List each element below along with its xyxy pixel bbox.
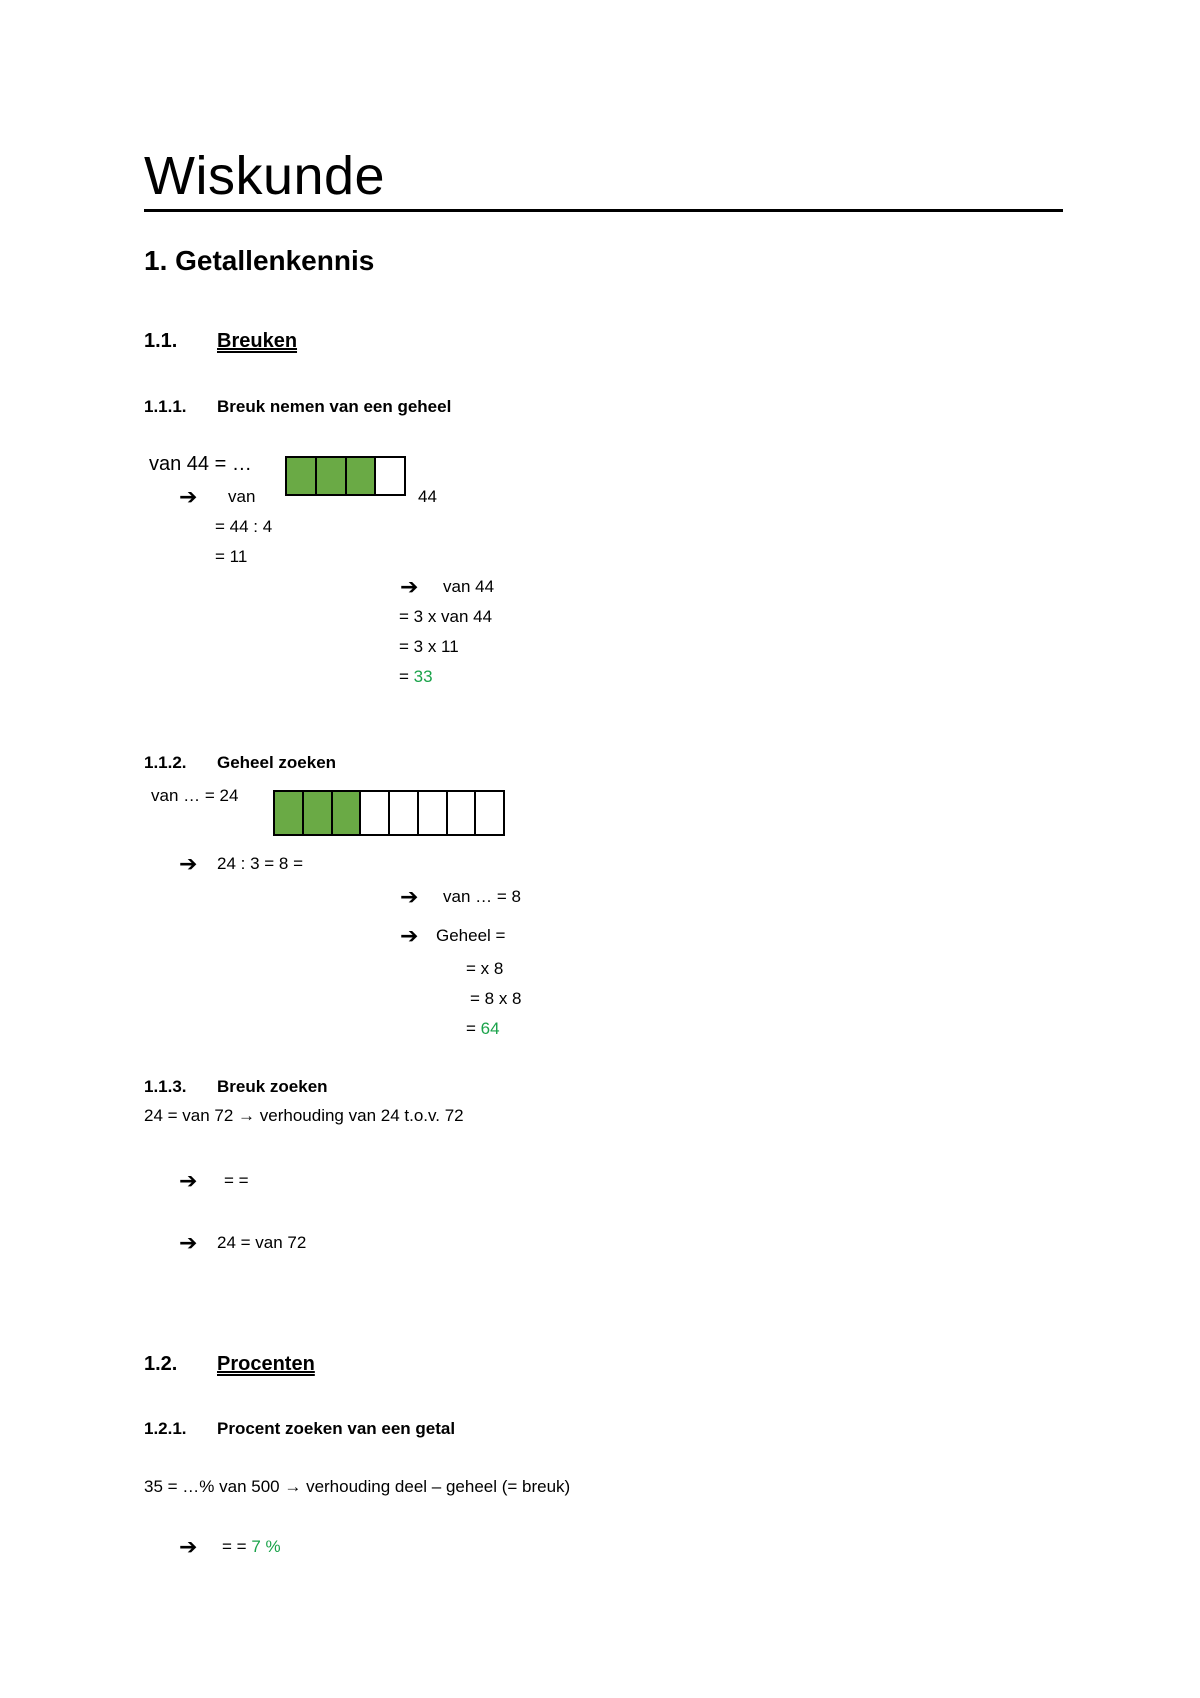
step-divide: = 44 : 4 bbox=[215, 517, 273, 536]
step-divide-24: 24 : 3 = 8 = bbox=[217, 854, 304, 873]
example-1-1-1-statement: van 44 = … bbox=[149, 453, 252, 475]
arrow-icon: ➔ bbox=[179, 1534, 198, 1559]
bar-cell-filled bbox=[317, 458, 347, 494]
geheel-step-2: = 8 x 8 bbox=[470, 989, 522, 1008]
arrow-icon: ➔ bbox=[179, 1168, 198, 1193]
section-1-2-1-number: 1.2.1. bbox=[144, 1419, 187, 1438]
example-1-2-1-statement: 35 = …% van 500 → verhouding deel – geheel (= breuk) bbox=[144, 1477, 571, 1496]
bar-cell-filled bbox=[304, 792, 333, 834]
step-van-8: van … = 8 bbox=[443, 887, 521, 906]
geheel-step-3 bbox=[466, 1019, 500, 1039]
bar-cell-filled bbox=[287, 458, 317, 494]
bar-cell-empty bbox=[390, 792, 419, 834]
result-answer-33: 33 bbox=[413, 667, 433, 686]
geheel-prefix: = bbox=[466, 1019, 476, 1038]
procent-prefix: = = bbox=[222, 1537, 247, 1556]
result-step-3: = 3 x 11 bbox=[399, 637, 459, 656]
title-divider bbox=[144, 209, 1063, 212]
bar-cell-filled bbox=[275, 792, 304, 834]
arrow-icon: ➔ bbox=[400, 884, 419, 909]
section-1-1-2-number: 1.1.2. bbox=[144, 753, 187, 772]
bar-cell-empty bbox=[476, 792, 503, 834]
procent-step-1 bbox=[222, 1537, 281, 1557]
result-prefix: = bbox=[399, 667, 409, 686]
breuk-zoeken-step-1: = = bbox=[224, 1171, 249, 1190]
section-1-1-1-heading: Breuk nemen van een geheel bbox=[217, 397, 452, 416]
step-van-word: van bbox=[228, 487, 256, 506]
geheel-answer-64: 64 bbox=[480, 1019, 500, 1038]
result-step-1: van 44 bbox=[443, 577, 495, 596]
step-value-44: 44 bbox=[418, 487, 437, 506]
example-1-1-3-statement: 24 = van 72 → verhouding van 24 t.o.v. 72 bbox=[144, 1106, 464, 1125]
chapter-heading: 1. Getallenkennis bbox=[144, 245, 375, 276]
bar-cell-empty bbox=[448, 792, 477, 834]
result-step-4 bbox=[399, 667, 433, 687]
step-result: = 11 bbox=[215, 547, 248, 566]
section-1-2-1-heading: Procent zoeken van een getal bbox=[217, 1419, 456, 1438]
bar-cell-empty bbox=[361, 792, 390, 834]
page-title: Wiskunde bbox=[144, 146, 386, 206]
arrow-icon: ➔ bbox=[179, 484, 198, 509]
arrow-icon: ➔ bbox=[400, 923, 419, 948]
section-1-1-number: 1.1. bbox=[144, 330, 178, 352]
procent-answer: 7 % bbox=[251, 1537, 281, 1556]
arrow-icon: ➔ bbox=[179, 1230, 198, 1255]
geheel-step-1: = x 8 bbox=[466, 959, 504, 978]
result-step-2: = 3 x van 44 bbox=[399, 607, 493, 626]
section-1-2-heading: Procenten bbox=[217, 1353, 315, 1375]
bar-cell-empty bbox=[419, 792, 448, 834]
example-1-1-2-statement: van … = 24 bbox=[151, 786, 239, 805]
arrow-icon: ➔ bbox=[400, 574, 419, 599]
step-geheel: Geheel = bbox=[436, 926, 506, 945]
fraction-bar-3-of-4 bbox=[285, 456, 406, 496]
arrow-icon: ➔ bbox=[179, 851, 198, 876]
fraction-bar-3-of-8 bbox=[273, 790, 505, 836]
section-1-2-number: 1.2. bbox=[144, 1353, 178, 1375]
section-1-1-3-heading: Breuk zoeken bbox=[217, 1077, 328, 1096]
section-1-1-1-number: 1.1.1. bbox=[144, 397, 187, 416]
bar-cell-empty bbox=[376, 458, 404, 494]
section-1-1-3-number: 1.1.3. bbox=[144, 1077, 187, 1096]
breuk-zoeken-step-2: 24 = van 72 bbox=[217, 1233, 307, 1252]
section-1-1-heading: Breuken bbox=[217, 330, 298, 352]
bar-cell-filled bbox=[347, 458, 377, 494]
bar-cell-filled bbox=[333, 792, 362, 834]
section-1-1-2-heading: Geheel zoeken bbox=[217, 753, 337, 772]
